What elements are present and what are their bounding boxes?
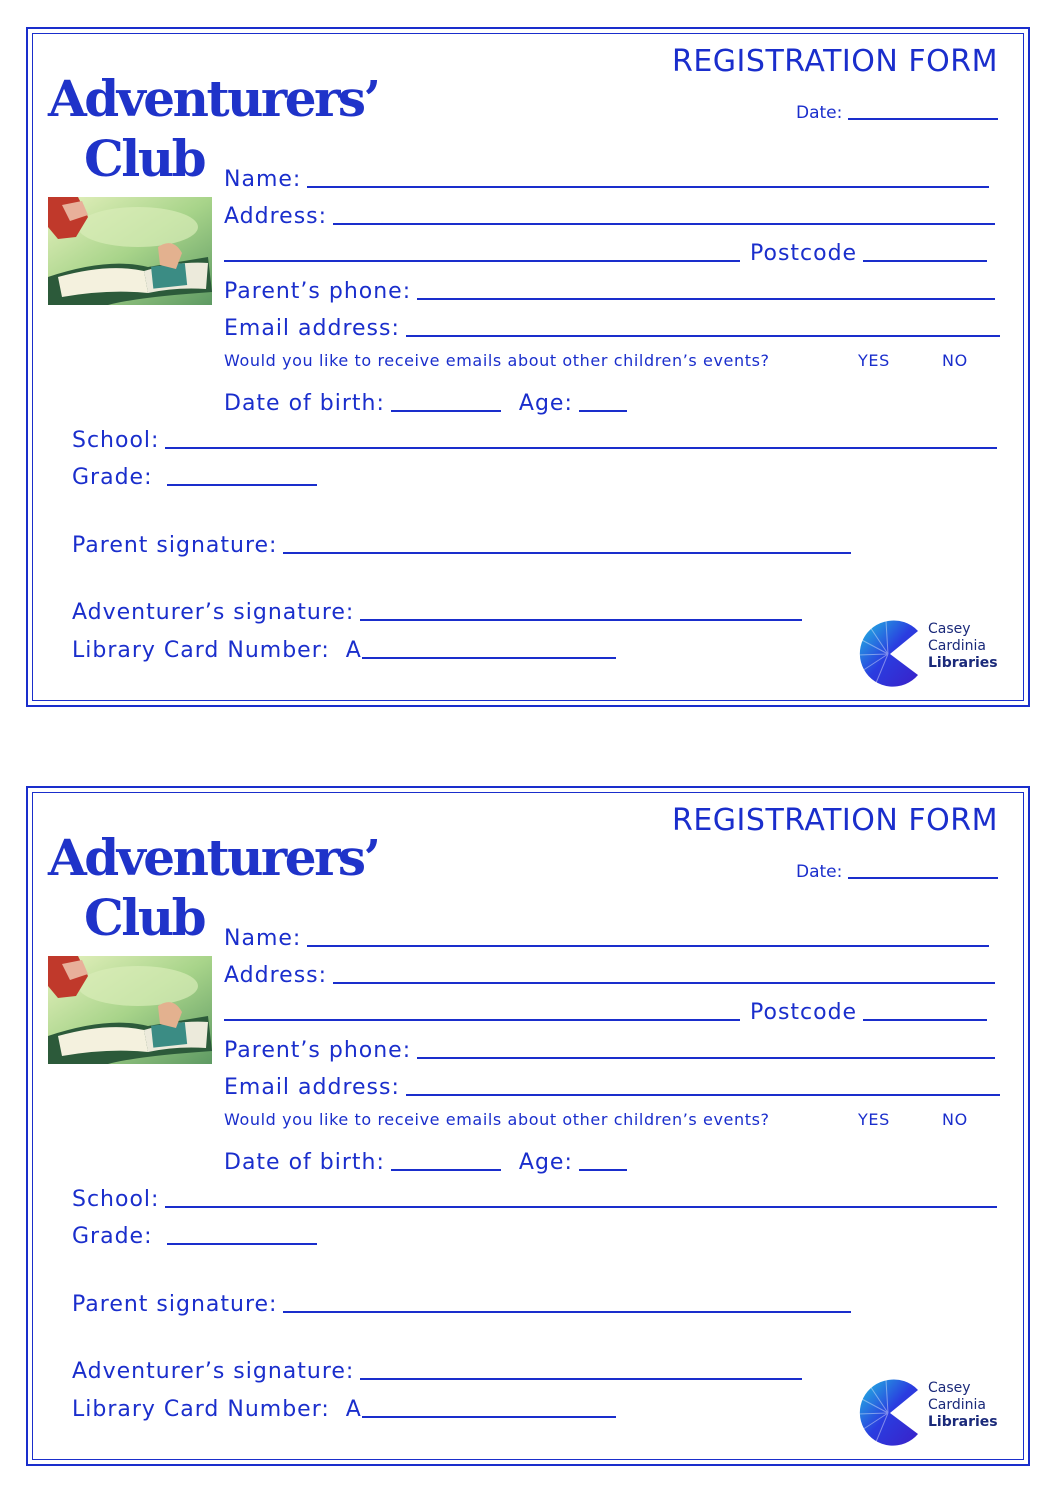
library-card-field[interactable]: [72, 1397, 616, 1422]
reading-book-image: [48, 956, 212, 1064]
grade-field[interactable]: [72, 1224, 317, 1249]
adventurer-signature-label: Adventurer’s signature:: [72, 600, 355, 625]
logo-text: [928, 621, 998, 672]
name-field[interactable]: [224, 926, 989, 951]
parent-signature-field[interactable]: [72, 1292, 851, 1317]
parent-phone-field[interactable]: [224, 1038, 995, 1063]
date-label: Date:: [796, 103, 843, 123]
address-field[interactable]: [224, 963, 995, 988]
library-card-label: Library Card Number:: [72, 638, 330, 663]
no-option[interactable]: NO: [942, 351, 968, 370]
library-card-prefix: A: [345, 638, 362, 663]
adventurer-signature-field[interactable]: [72, 1359, 802, 1384]
logo-line3: Libraries: [928, 1414, 998, 1430]
library-card-prefix: A: [345, 1397, 362, 1422]
logo-mark-icon: [856, 619, 920, 689]
logo-line3: Libraries: [928, 655, 998, 671]
dob-label: Date of birth:: [224, 1150, 385, 1175]
email-label: Email address:: [224, 316, 400, 341]
email-field[interactable]: [224, 1075, 1000, 1100]
name-field[interactable]: [224, 167, 989, 192]
club-title-line2: Club: [84, 129, 205, 188]
logo-text: [928, 1380, 998, 1431]
grade-field[interactable]: [72, 465, 317, 490]
adventurer-signature-field[interactable]: [72, 600, 802, 625]
reading-book-image: [48, 197, 212, 305]
club-title-line1: Adventurers’: [48, 69, 379, 128]
name-label: Name:: [224, 167, 302, 192]
date-field[interactable]: [796, 103, 998, 123]
registration-form-2: [26, 786, 1030, 1466]
address-field[interactable]: [224, 204, 995, 229]
parent-phone-label: Parent’s phone:: [224, 279, 412, 304]
school-label: School:: [72, 1187, 160, 1212]
postcode-label: Postcode: [750, 1000, 858, 1025]
email-label: Email address:: [224, 1075, 400, 1100]
yes-option[interactable]: YES: [858, 1110, 890, 1129]
postcode-label: Postcode: [750, 241, 858, 266]
form-heading: REGISTRATION FORM: [672, 803, 998, 838]
address-label: Address:: [224, 963, 328, 988]
address-label: Address:: [224, 204, 328, 229]
dob-field[interactable]: [224, 1150, 627, 1175]
school-field[interactable]: [72, 428, 997, 453]
email-field[interactable]: [224, 316, 1000, 341]
parent-signature-label: Parent signature:: [72, 533, 278, 558]
club-title-line1: Adventurers’: [48, 828, 379, 887]
form-heading: REGISTRATION FORM: [672, 44, 998, 79]
dob-label: Date of birth:: [224, 391, 385, 416]
age-label: Age:: [518, 1150, 573, 1175]
address-line2-field[interactable]: [224, 1000, 987, 1025]
parent-phone-label: Parent’s phone:: [224, 1038, 412, 1063]
email-question: Would you like to receive emails about other children’s events?: [224, 351, 770, 370]
logo-mark-icon: [856, 1378, 920, 1448]
logo-line1: Casey: [928, 621, 971, 637]
name-label: Name:: [224, 926, 302, 951]
library-card-field[interactable]: [72, 638, 616, 663]
logo-line2: Cardinia: [928, 638, 986, 654]
grade-label: Grade:: [72, 465, 153, 490]
address-line2-field[interactable]: [224, 241, 987, 266]
logo-line1: Casey: [928, 1380, 971, 1396]
grade-label: Grade:: [72, 1224, 153, 1249]
registration-form-1: [26, 27, 1030, 707]
yes-option[interactable]: YES: [858, 351, 890, 370]
school-field[interactable]: [72, 1187, 997, 1212]
no-option[interactable]: NO: [942, 1110, 968, 1129]
date-label: Date:: [796, 862, 843, 882]
dob-field[interactable]: [224, 391, 627, 416]
date-field[interactable]: [796, 862, 998, 882]
parent-phone-field[interactable]: [224, 279, 995, 304]
library-card-label: Library Card Number:: [72, 1397, 330, 1422]
club-title-line2: Club: [84, 888, 205, 947]
age-label: Age:: [518, 391, 573, 416]
logo-line2: Cardinia: [928, 1397, 986, 1413]
parent-signature-label: Parent signature:: [72, 1292, 278, 1317]
adventurer-signature-label: Adventurer’s signature:: [72, 1359, 355, 1384]
parent-signature-field[interactable]: [72, 533, 851, 558]
casey-cardinia-libraries-logo: [856, 619, 1006, 689]
school-label: School:: [72, 428, 160, 453]
email-question: Would you like to receive emails about other children’s events?: [224, 1110, 770, 1129]
casey-cardinia-libraries-logo: [856, 1378, 1006, 1448]
